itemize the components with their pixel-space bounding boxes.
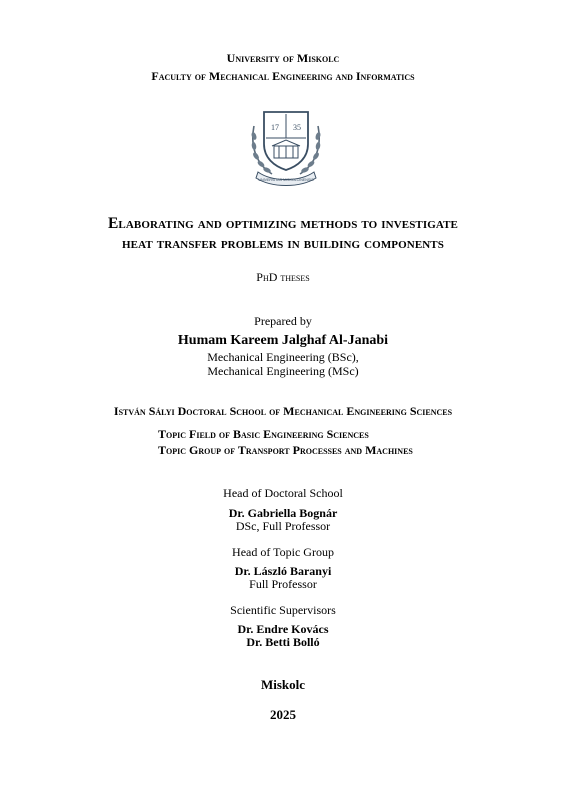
head-group-name: Dr. László Baranyi: [234, 564, 332, 578]
city: Miskolc: [260, 677, 306, 692]
crest-year-left: 17: [271, 123, 279, 132]
prepared-by-label: Prepared by: [254, 314, 312, 328]
thesis-title-line-2: heat transfer problems in building components: [122, 235, 444, 252]
author-degree-2: Mechanical Engineering (MSc): [207, 364, 359, 378]
university-name: University of Miskolc: [226, 51, 340, 65]
head-school-label: Head of Doctoral School: [223, 486, 343, 500]
head-school-name: Dr. Gabriella Bognár: [228, 506, 338, 520]
topic-group: Topic Group of Transport Processes and Machines: [158, 443, 413, 457]
faculty-name: Faculty of Mechanical Engineering and Informatics: [151, 69, 415, 83]
author-name: Humam Kareem Jalghaf Al-Janabi: [177, 333, 389, 348]
topic-field: Topic Field of Basic Engineering Sciences: [158, 427, 369, 441]
thesis-title-line-1: Elaborating and optimizing methods to investigate: [107, 215, 458, 232]
author-degree-1: Mechanical Engineering (BSc),: [207, 350, 359, 364]
supervisor-name-1: Dr. Endre Kovács: [237, 622, 329, 636]
crest-year-right: 35: [293, 123, 301, 132]
head-group-title: Full Professor: [249, 577, 317, 591]
supervisor-name-2: Dr. Betti Bolló: [246, 635, 320, 649]
doctoral-school: István Sályi Doctoral School of Mechanical Engineering Sciences: [113, 404, 453, 418]
head-school-title: DSc, Full Professor: [235, 519, 331, 533]
supervisors-label: Scientific Supervisors: [230, 603, 336, 617]
university-crest-icon: [246, 106, 326, 188]
thesis-type: PhD theses: [256, 270, 310, 284]
year: 2025: [270, 707, 296, 722]
head-group-label: Head of Topic Group: [232, 545, 334, 559]
crest-ribbon-text: UNIVERSITAS MISKOLCINENSIS: [258, 178, 314, 182]
